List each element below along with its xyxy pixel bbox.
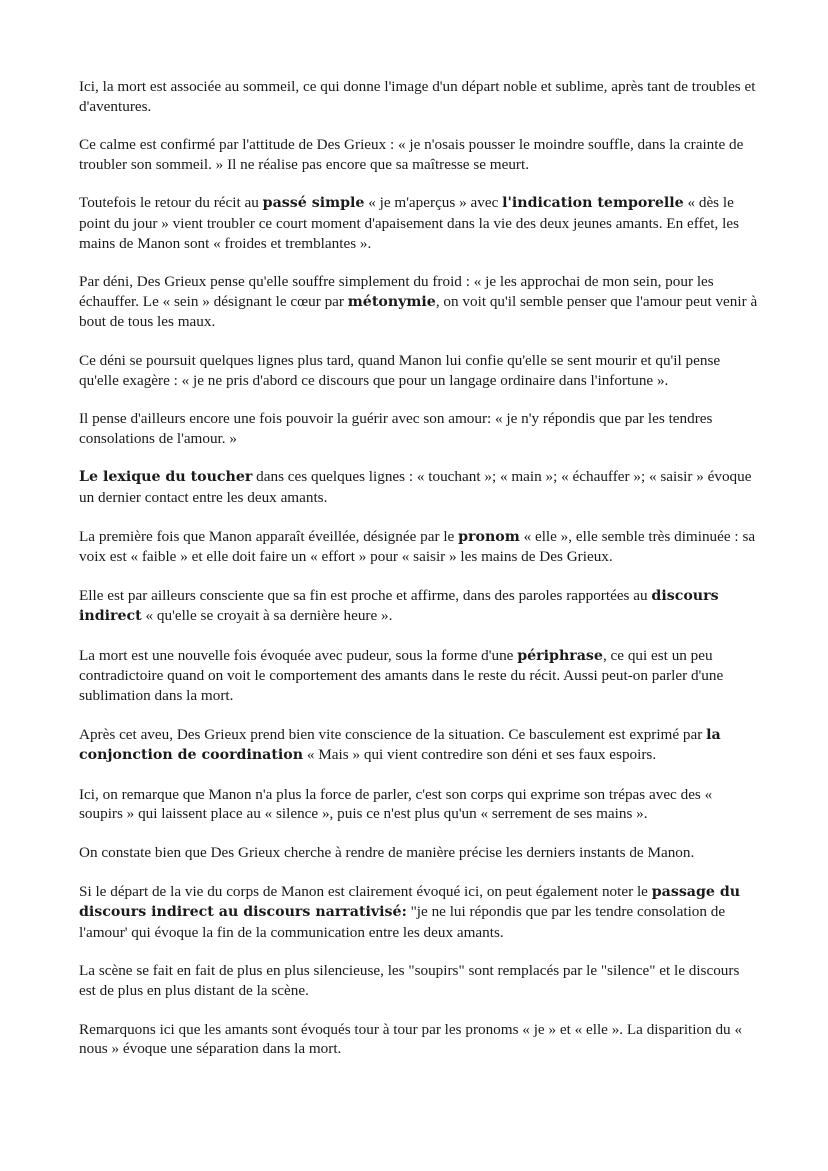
bold-term: passage du discours indirect au discours narrativisé: xyxy=(79,883,741,921)
text-segment: Elle est par ailleurs consciente que sa fin est proche et affirme, dans des paroles rapportées au xyxy=(79,586,652,604)
text-segment: « Mais » qui vient contredire son déni et ses faux espoirs. xyxy=(303,746,657,764)
text-segment: Toutefois le retour du récit au xyxy=(79,194,263,212)
text-segment: « elle », elle semble très diminuée : sa voix est « faible » et elle doit faire un « effort » pour « saisir » les mains de Des Grieux. xyxy=(79,527,756,566)
text-segment: La mort est une nouvelle fois évoquée avec pudeur, sous la forme d'une xyxy=(79,646,518,664)
document-page xyxy=(79,77,759,1059)
paragraph xyxy=(79,77,759,116)
paragraph xyxy=(79,351,759,390)
bold-term: pronom xyxy=(458,528,520,545)
text-segment: « je m'aperçus » avec xyxy=(364,194,503,212)
bold-term: passé simple xyxy=(262,195,365,212)
paragraph xyxy=(79,467,759,507)
paragraph xyxy=(79,961,759,1000)
text-segment: , on voit qu'il semble penser que l'amour peut venir à bout de tous les maux. xyxy=(79,292,758,331)
text-segment: Il pense d'ailleurs encore une fois pouvoir la guérir avec son amour: « je n'y répondis que par les tendres consolations de l'amour. » xyxy=(79,410,713,447)
paragraph xyxy=(79,193,759,253)
paragraph xyxy=(79,272,759,332)
text-segment: La scène se fait en fait de plus en plus silencieuse, les "soupirs" sont remplacés par le "silence" et le discours est de plus en plus distant de la scène. xyxy=(79,962,740,999)
paragraph xyxy=(79,785,759,824)
paragraph xyxy=(79,882,759,943)
text-segment: « qu'elle se croyait à sa dernière heure ». xyxy=(141,607,393,625)
paragraph xyxy=(79,843,759,863)
paragraph xyxy=(79,527,759,567)
bold-term: l'indication temporelle xyxy=(502,195,684,212)
paragraph xyxy=(79,646,759,706)
bold-term: métonymie xyxy=(347,293,436,310)
text-segment: La première fois que Manon apparaît éveillée, désignée par le xyxy=(79,527,459,545)
text-segment: Si le départ de la vie du corps de Manon est clairement évoqué ici, on peut également noter le xyxy=(79,882,652,900)
text-segment: dans ces quelques lignes : « touchant »; « main »; « échauffer »; « saisir » évoque un dernier contact entre les deux amants. xyxy=(79,468,752,506)
paragraph xyxy=(79,725,759,766)
text-segment: Ce calme est confirmé par l'attitude de Des Grieux : « je n'osais pousser le moindre souffle, dans la crainte de troubler son sommeil. » Il ne réalise pas encore que sa maîtresse se meurt. xyxy=(79,136,744,173)
text-segment: Ce déni se poursuit quelques lignes plus tard, quand Manon lui confie qu'elle se sent mourir et qu'il pense qu'elle exagère : « je ne pris d'abord ce discours que pour un langage ordinaire dans l'infortune ». xyxy=(79,351,721,389)
paragraph xyxy=(79,135,759,174)
paragraph xyxy=(79,586,759,627)
text-segment: "je ne lui répondis que par les tendre consolation de l'amour' qui évoque la fin de la communication entre les deux amants. xyxy=(79,903,726,941)
text-segment: Ici, la mort est associée au sommeil, ce qui donne l'image d'un départ noble et sublime, après tant de troubles et d'aventures. xyxy=(79,78,756,115)
paragraph xyxy=(79,409,759,448)
bold-term: discours indirect xyxy=(79,587,719,625)
text-segment: Ici, on remarque que Manon n'a plus la force de parler, c'est son corps qui exprime son trépas avec des « soupirs » qui laissent place au « silence », puis ce n'est plus qu'un « serrement de ses mains ». xyxy=(79,785,713,823)
bold-term: la conjonction de coordination xyxy=(79,726,721,764)
text-segment: , ce qui est un peu contradictoire quand on voit le comportement des amants dans le reste du récit. Aussi peut-on parler d'une sublimation dans la mort. xyxy=(79,646,724,705)
bold-term: périphrase xyxy=(517,647,603,664)
paragraph xyxy=(79,1020,759,1059)
text-segment: Remarquons ici que les amants sont évoqués tour à tour par les pronoms « je » et « elle ». La disparition du « nous » évoque une séparation dans la mort. xyxy=(79,1020,743,1058)
bold-term: Le lexique du toucher xyxy=(79,469,253,486)
text-segment: On constate bien que Des Grieux cherche à rendre de manière précise les derniers instants de Manon. xyxy=(79,844,695,862)
text-segment: Par déni, Des Grieux pense qu'elle souffre simplement du froid : « je les approchai de mon sein, pour les échauffer. Le « sein » désignant le cœur par xyxy=(79,273,714,310)
text-segment: « dès le point du jour » vient troubler ce court moment d'apaisement dans la vie des deux jeunes amants. En effet, les mains de Manon sont « froides et tremblantes ». xyxy=(79,194,739,252)
text-segment: Après cet aveu, Des Grieux prend bien vite conscience de la situation. Ce basculement est exprimé par xyxy=(79,725,707,743)
